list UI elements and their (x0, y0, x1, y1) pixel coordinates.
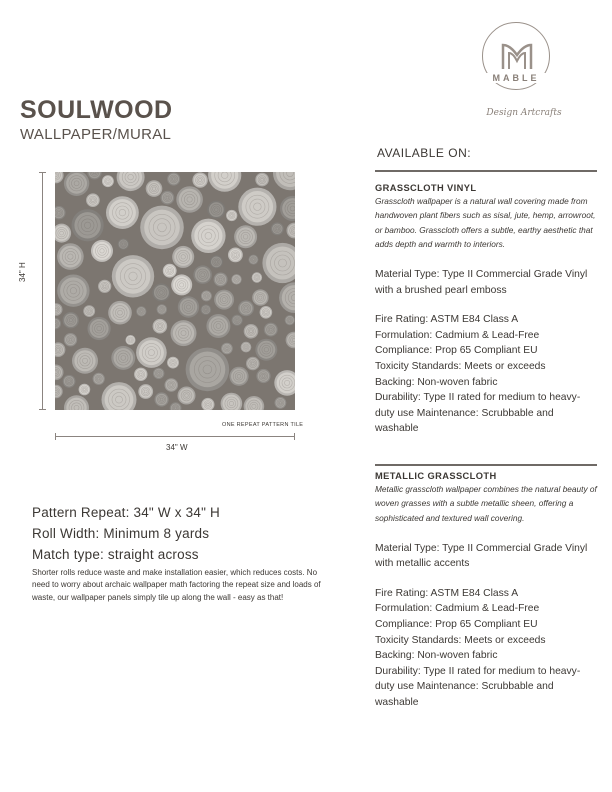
pattern-repeat-spec: Pattern Repeat: 34" W x 34" H (32, 505, 220, 520)
wood-slice (264, 323, 278, 337)
repeat-tile-label: ONE REPEAT PATTERN TILE (222, 422, 304, 428)
formulation: Formulation: Cadmium & Lead-Free (375, 603, 540, 615)
wood-slice (262, 243, 295, 283)
wood-slice (244, 324, 259, 339)
wood-slice (206, 314, 230, 338)
wood-slice (88, 317, 111, 340)
wood-slice (279, 282, 295, 313)
installation-description: Shorter rolls reduce waste and make installation easier, which reduces costs. No need to worry about archaic wallpaper math factoring the repeat size and loads of waste, our wallpaper panels simply tile up along the wall - easy as that! (32, 568, 321, 602)
wood-slice (287, 223, 296, 239)
wood-slice (108, 301, 132, 325)
wood-slice (112, 255, 154, 297)
spec-list (375, 586, 597, 711)
durability: Durability: Type II rated for medium to heavy-duty use Maintenance: Scrubbable and washable (375, 392, 581, 435)
wood-slice (55, 385, 63, 398)
wood-slice (256, 369, 270, 383)
metallic-grasscloth-section (375, 466, 597, 711)
wood-slice (165, 378, 179, 392)
fire-rating: Fire Rating: ASTM E84 Class A (375, 314, 519, 326)
compliance: Compliance: Prop 65 Compliant EU (375, 345, 538, 357)
wood-slice (63, 312, 79, 328)
wood-slice (55, 224, 71, 243)
wood-slice (163, 264, 177, 278)
wood-slice (153, 368, 164, 379)
wood-slice (161, 191, 175, 205)
wood-slice (231, 274, 241, 284)
wood-slice (87, 172, 102, 180)
product-title: SOULWOOD (20, 96, 173, 124)
fire-rating: Fire Rating: ASTM E84 Class A (375, 587, 519, 599)
pattern-tile-image (55, 172, 295, 410)
material-type: Material Type: Type II Commercial Grade Vinyl with metallic accents (375, 542, 588, 570)
spec-list (375, 312, 597, 437)
wood-slice (140, 206, 184, 250)
wood-slice (207, 201, 225, 219)
material-type: Material Type: Type II Commercial Grade Vinyl with a brushed pearl emboss (375, 269, 588, 296)
wood-slice (186, 348, 230, 392)
brand-name: MABLE (474, 73, 558, 83)
wood-slice (229, 367, 248, 386)
wood-slice (72, 209, 104, 241)
wood-slice (201, 398, 214, 410)
wood-slice (152, 283, 170, 301)
grasscloth-vinyl-section (375, 178, 597, 437)
wood-slice (138, 384, 153, 399)
wood-slice (106, 196, 139, 229)
wood-slice (55, 365, 64, 381)
compliance: Compliance: Prop 65 Compliant EU (375, 619, 538, 631)
wood-slice (192, 172, 207, 187)
wood-slice (193, 265, 212, 284)
wood-slice (157, 304, 167, 314)
wood-slice (252, 272, 262, 282)
wood-slice (64, 333, 77, 346)
width-dimension-line (55, 436, 295, 437)
wood-slice (146, 180, 163, 197)
section-description: Metallic grasscloth wallpaper combines the natural beauty of woven grasses with a subtle metallic sheen, offering a sophisticated and textured wall covering. (375, 484, 597, 523)
wood-slice (241, 342, 252, 353)
brand-tagline: Design Artcrafts (486, 108, 562, 118)
wood-slice (260, 306, 273, 319)
wood-slice (153, 319, 168, 334)
wood-slice (55, 172, 64, 183)
wood-slice (238, 188, 276, 226)
section-divider (375, 170, 597, 172)
wood-slice (214, 273, 228, 287)
section-title: GRASSCLOTH VINYL (375, 183, 477, 193)
wood-slice (221, 343, 233, 355)
wood-slice (57, 243, 84, 270)
wood-slice (275, 397, 287, 409)
wood-slice (55, 318, 61, 330)
formulation: Formulation: Cadmium & Lead-Free (375, 329, 540, 341)
section-title: METALLIC GRASSCLOTH (375, 471, 497, 481)
backing: Backing: Non-woven fabric (375, 650, 498, 662)
wood-slice (167, 172, 180, 185)
wood-slice (171, 274, 192, 295)
wood-slice (91, 240, 113, 262)
wood-slice (210, 255, 223, 268)
wood-slice (118, 239, 129, 250)
wood-slice (226, 210, 237, 221)
wood-slice (255, 173, 269, 187)
wood-slice (234, 225, 257, 248)
wood-slice (286, 332, 295, 349)
wood-slice (55, 342, 65, 357)
height-dimension-label: 34" H (18, 262, 27, 282)
wood-slice (228, 248, 243, 263)
wood-slice (155, 392, 169, 406)
wood-slice (255, 339, 277, 361)
wood-slice (134, 368, 147, 381)
wood-slice (208, 172, 241, 192)
wood-slice (273, 172, 295, 190)
wood-slice (244, 396, 265, 410)
wood-slice (93, 373, 105, 385)
wood-slice (271, 222, 284, 235)
wood-slice (79, 384, 91, 396)
wood-slice (63, 375, 76, 388)
wood-slice (274, 370, 295, 396)
wood-slice (232, 315, 243, 326)
wood-slice (191, 219, 225, 253)
wood-slice (64, 172, 89, 196)
wood-slice (178, 296, 199, 317)
wood-slice (172, 246, 194, 268)
available-on-heading: AVAILABLE ON: (377, 146, 472, 160)
wood-slice (126, 335, 136, 345)
brand-logo (474, 22, 574, 132)
wood-slice (246, 357, 260, 371)
wood-slice (201, 304, 212, 315)
wood-slice (102, 175, 114, 187)
wood-slice (64, 395, 89, 410)
match-type-spec: Match type: straight across (32, 547, 199, 562)
wood-slice (248, 255, 258, 265)
wood-slice (201, 291, 212, 302)
wood-slice (170, 402, 182, 410)
wood-slice (102, 382, 137, 410)
wood-slice (171, 320, 197, 346)
wood-slice (117, 172, 145, 191)
wood-slice (238, 300, 254, 316)
wood-slice (57, 275, 89, 307)
roll-width-spec: Roll Width: Minimum 8 yards (32, 526, 210, 541)
wood-slice (136, 306, 146, 316)
wood-slice (178, 387, 196, 405)
wood-slice (83, 305, 95, 317)
wood-slice (86, 193, 100, 207)
toxicity-standards: Toxicity Standards: Meets or exceeds (375, 634, 546, 646)
wood-slice (214, 290, 234, 310)
section-description: Grasscloth wallpaper is a natural wall covering made from handwoven plant fibers such as sisal, jute, hemp, arrowroot, or bamboo. Grasscloth offers a subtle, earthy aesthetic that adds depth and warmth to interiors. (375, 196, 596, 249)
wood-slice (136, 337, 167, 368)
backing: Backing: Non-woven fabric (375, 376, 498, 388)
toxicity-standards: Toxicity Standards: Meets or exceeds (375, 360, 546, 372)
wood-slice (252, 289, 268, 305)
wood-slice (72, 348, 98, 374)
wood-slice (280, 196, 295, 221)
wood-slice (167, 357, 179, 369)
wood-slice (98, 280, 111, 293)
product-subtitle: WALLPAPER/MURAL (20, 126, 172, 143)
width-dimension-label: 34" W (166, 443, 188, 452)
durability: Durability: Type II rated for medium to heavy-duty use Maintenance: Scrubbable and washable (375, 665, 581, 709)
wood-slice (176, 186, 203, 213)
wood-slice (111, 346, 135, 370)
wood-slice (285, 315, 295, 325)
wood-slice (221, 393, 243, 410)
wood-slice (55, 303, 63, 316)
height-dimension-line (42, 172, 43, 410)
wood-slice (55, 206, 66, 220)
